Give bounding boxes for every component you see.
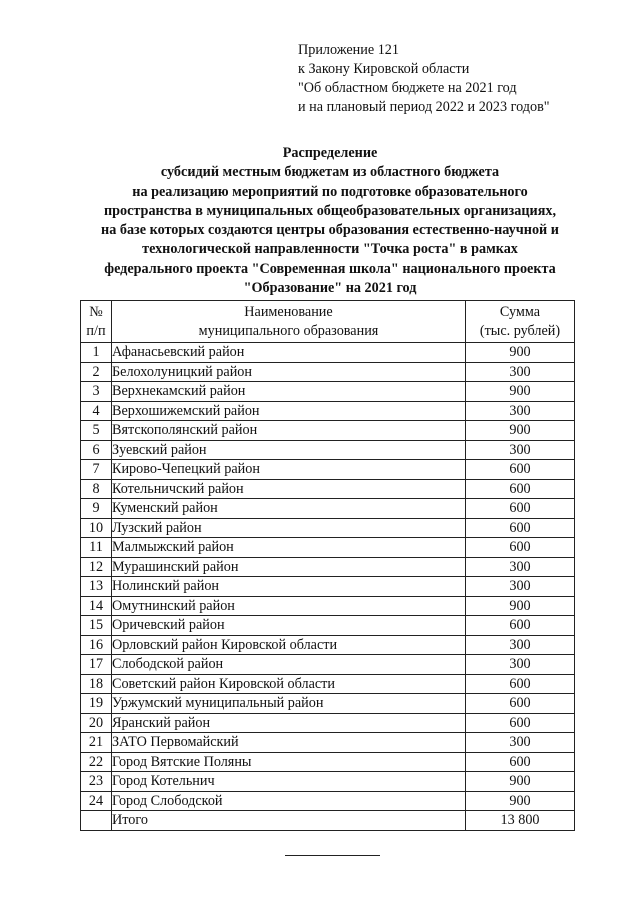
- row-municipality: Нолинский район: [112, 577, 466, 597]
- row-amount: 900: [466, 596, 575, 616]
- row-amount: 300: [466, 733, 575, 753]
- table-row: [81, 733, 575, 753]
- row-amount: 900: [466, 772, 575, 792]
- row-number: 11: [81, 538, 112, 558]
- row-number: 2: [81, 362, 112, 382]
- allocation-table: [80, 300, 575, 831]
- footer-divider: [285, 855, 380, 856]
- table-body: [81, 343, 575, 831]
- row-number: 18: [81, 674, 112, 694]
- row-number: 12: [81, 557, 112, 577]
- row-number: 4: [81, 401, 112, 421]
- row-number: 16: [81, 635, 112, 655]
- row-number: 23: [81, 772, 112, 792]
- title-line: на базе которых создаются центры образования естественно-научной и: [101, 222, 559, 239]
- header-amount-line: Сумма: [499, 303, 541, 320]
- table-row: [81, 460, 575, 480]
- row-municipality: ЗАТО Первомайский: [112, 733, 466, 753]
- title-line: пространства в муниципальных общеобразовательных организациях,: [103, 202, 557, 219]
- row-number: 9: [81, 499, 112, 519]
- table-row: [81, 343, 575, 363]
- appendix-line: и на плановый период 2022 и 2023 годов": [298, 99, 550, 115]
- table-row: [81, 674, 575, 694]
- row-municipality: Город Котельнич: [112, 772, 466, 792]
- row-number: 24: [81, 791, 112, 811]
- appendix-line: "Об областном бюджете на 2021 год: [298, 80, 517, 96]
- row-amount: 300: [466, 401, 575, 421]
- row-amount: 900: [466, 791, 575, 811]
- row-municipality: Кирово-Чепецкий район: [112, 460, 466, 480]
- table-row: [81, 655, 575, 675]
- table-row: [81, 479, 575, 499]
- row-amount: 600: [466, 674, 575, 694]
- row-amount: 600: [466, 499, 575, 519]
- row-amount: 300: [466, 655, 575, 675]
- table-row: [81, 382, 575, 402]
- row-number: 6: [81, 440, 112, 460]
- row-municipality: Омутнинский район: [112, 596, 466, 616]
- table-row: [81, 694, 575, 714]
- row-amount: 600: [466, 518, 575, 538]
- row-municipality: Зуевский район: [112, 440, 466, 460]
- row-municipality: Уржумский муниципальный район: [112, 694, 466, 714]
- row-municipality: Вятскополянский район: [112, 421, 466, 441]
- row-municipality: Афанасьевский район: [112, 343, 466, 363]
- header-number: [81, 301, 112, 343]
- row-municipality: Город Вятские Поляны: [112, 752, 466, 772]
- row-municipality: Лузский район: [112, 518, 466, 538]
- table-row: [81, 635, 575, 655]
- row-number: 3: [81, 382, 112, 402]
- row-number: 8: [81, 479, 112, 499]
- table-row: [81, 752, 575, 772]
- table-header-row: [81, 301, 575, 343]
- row-municipality: Орловский район Кировской области: [112, 635, 466, 655]
- row-municipality: Котельничский район: [112, 479, 466, 499]
- row-amount: 600: [466, 616, 575, 636]
- table-row: [81, 577, 575, 597]
- header-amount-line: (тыс. рублей): [479, 322, 561, 339]
- total-label: Итого: [112, 811, 466, 831]
- row-number: 10: [81, 518, 112, 538]
- row-number: 7: [81, 460, 112, 480]
- row-number: 5: [81, 421, 112, 441]
- table-row: [81, 538, 575, 558]
- title-line: "Образование" на 2021 год: [243, 280, 417, 297]
- row-number: 13: [81, 577, 112, 597]
- row-amount: 600: [466, 460, 575, 480]
- row-municipality: Куменский район: [112, 499, 466, 519]
- header-number-line: №: [89, 303, 103, 320]
- row-amount: 600: [466, 713, 575, 733]
- total-amount: 13 800: [466, 811, 575, 831]
- row-municipality: Город Слободской: [112, 791, 466, 811]
- header-number-line: п/п: [86, 322, 106, 339]
- document-title: [60, 144, 600, 298]
- row-number: 20: [81, 713, 112, 733]
- title-line: на реализацию мероприятий по подготовке образовательного: [132, 183, 528, 200]
- table-row: [81, 401, 575, 421]
- row-municipality: Яранский район: [112, 713, 466, 733]
- row-amount: 600: [466, 479, 575, 499]
- table-row: [81, 772, 575, 792]
- row-amount: 300: [466, 635, 575, 655]
- row-municipality: Слободской район: [112, 655, 466, 675]
- row-amount: 300: [466, 557, 575, 577]
- table-row: [81, 557, 575, 577]
- title-line: технологической направленности "Точка роста" в рамках: [142, 241, 518, 258]
- total-row: [81, 811, 575, 831]
- appendix-line: к Закону Кировской области: [298, 61, 470, 77]
- row-number: 15: [81, 616, 112, 636]
- row-municipality: Верхнекамский район: [112, 382, 466, 402]
- table-row: [81, 616, 575, 636]
- row-number: 22: [81, 752, 112, 772]
- row-municipality: Малмыжский район: [112, 538, 466, 558]
- row-amount: 600: [466, 694, 575, 714]
- row-number: 19: [81, 694, 112, 714]
- row-amount: 300: [466, 577, 575, 597]
- row-number: 1: [81, 343, 112, 363]
- table-row: [81, 499, 575, 519]
- row-number: 17: [81, 655, 112, 675]
- total-number-cell: [81, 811, 112, 831]
- title-line: Распределение: [282, 145, 378, 161]
- table-row: [81, 362, 575, 382]
- header-municipality-line: муниципального образования: [198, 322, 379, 339]
- row-municipality: Мурашинский район: [112, 557, 466, 577]
- row-municipality: Верхошижемский район: [112, 401, 466, 421]
- row-municipality: Белохолуницкий район: [112, 362, 466, 382]
- row-municipality: Оричевский район: [112, 616, 466, 636]
- row-number: 21: [81, 733, 112, 753]
- appendix-line: Приложение 121: [298, 42, 399, 58]
- row-amount: 900: [466, 421, 575, 441]
- row-amount: 300: [466, 362, 575, 382]
- table-row: [81, 713, 575, 733]
- table-row: [81, 596, 575, 616]
- row-amount: 600: [466, 538, 575, 558]
- row-amount: 300: [466, 440, 575, 460]
- table-row: [81, 518, 575, 538]
- title-line: федерального проекта "Современная школа" национального проекта: [104, 260, 556, 277]
- row-amount: 600: [466, 752, 575, 772]
- row-amount: 900: [466, 382, 575, 402]
- table-row: [81, 421, 575, 441]
- header-municipality: [112, 301, 466, 343]
- row-number: 14: [81, 596, 112, 616]
- table-row: [81, 440, 575, 460]
- header-municipality-line: Наименование: [244, 303, 333, 320]
- title-line: субсидий местным бюджетам из областного бюджета: [160, 164, 500, 181]
- table-row: [81, 791, 575, 811]
- row-amount: 900: [466, 343, 575, 363]
- row-municipality: Советский район Кировской области: [112, 674, 466, 694]
- header-amount: [466, 301, 575, 343]
- appendix-block: [298, 41, 550, 117]
